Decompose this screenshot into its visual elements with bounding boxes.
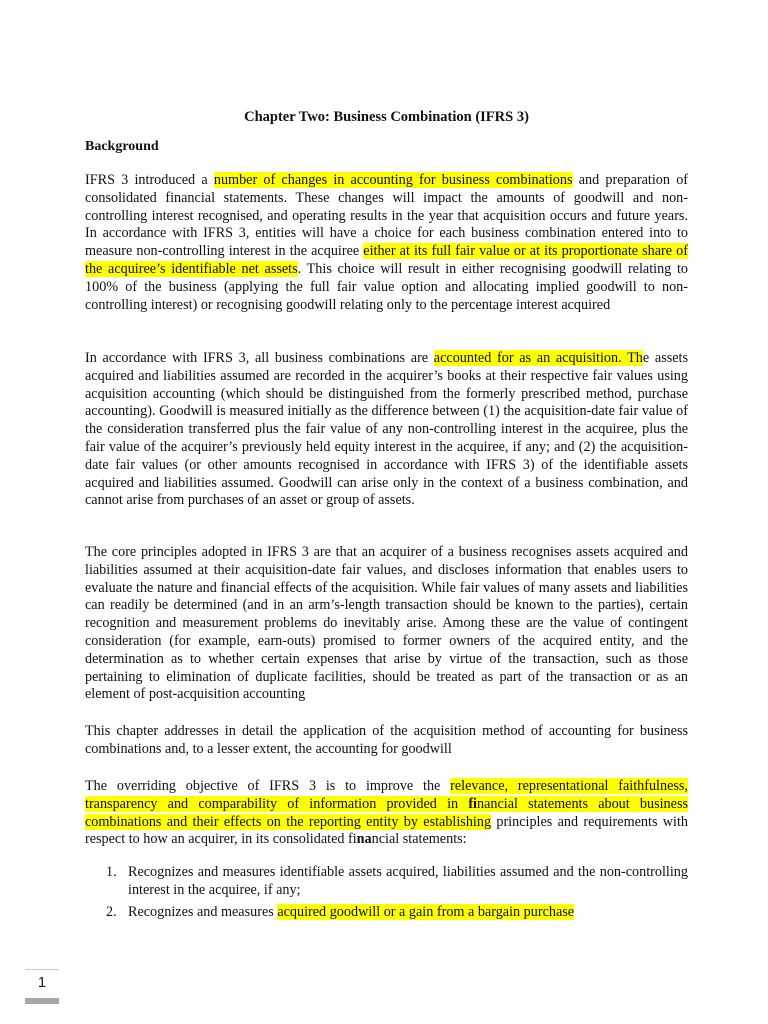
paragraph-2 [85, 350, 688, 510]
page-number-rule [25, 969, 59, 970]
text-span: relevance, representational faithfulness, transparency and comparability of information provided in [85, 778, 688, 812]
text-span: ncial statements: [371, 831, 467, 848]
paragraph-3: The core principles adopted in IFRS 3 are that an acquirer of a business recognises assets acquired and liabilities assumed at their acquisition-date fair values, and discloses information that enables users to evaluate the nature and financial effects of the acquisition. While fair values of many assets and liabilities can readily be determined (and in an arm’s-length transaction should be known to the parties), certain recognition and measurement problems do inevitably arise. Among these are the value of contingent consideration (for example, earn-outs) promised to former owners of the acquired entity, and the determination as to whether certain expenses that arise by virtue of the transaction, such as those pertaining to elimination of duplicate facilities, should be treated as part of the transaction or as an element of post-acquisition accounting [85, 544, 688, 703]
page-number: 1 [37, 974, 47, 991]
chapter-title: Chapter Two: Business Combination (IFRS 3) [244, 109, 529, 125]
text-span: . This choice will result in either recognising goodwill relating to 100% of the business (applying the full fair value option and allocating implied goodwill to non-controlling interest) or recognising goodwill relating only to the percentage interest acquired [85, 260, 688, 313]
paragraph-4: This chapter addresses in detail the application of the acquisition method of accounting for business combinations and, to a lesser extent, the accounting for goodwill [85, 723, 688, 757]
text-span: nancial statements about business combinations and their effects on the reporting entity by establishing [85, 795, 688, 830]
text-span: e assets acquired and liabilities assumed are recorded in the acquirer’s books at their respective fair values using acquisition accounting (which should be distinguished from the formerly prescribed method, purchase accounting). Goodwill is measured initially as the difference between (1) the acquisition-date fair value of the consideration transferred plus the fair value of any non-controlling interest in the acquiree, plus the fair value of the acquirer’s previously held equity interest in the acquiree, if any; and (2) the acquisition-date fair values (or other amounts recognised in accordance with IFRS 3) of the identifiable assets acquired and liabilities assumed. Goodwill can arise only in the context of a business combination, and cannot arise from purchases of an asset or group of assets. [85, 350, 688, 509]
paragraph-5 [85, 778, 688, 849]
numbered-list [85, 864, 688, 925]
list-number: 2. [106, 903, 117, 920]
bold-text: na [356, 831, 372, 848]
list-text: Recognizes and measures [128, 903, 278, 920]
highlighted-text: either at its full fair value or at its proportionate share of the acquiree’s identifiable net assets [85, 243, 688, 277]
section-heading: Background [85, 139, 159, 154]
page-number-bar [25, 998, 59, 1004]
text-span: The overriding objective of IFRS 3 is to improve the [85, 778, 451, 794]
highlighted-text: accounted for as an acquisition. Th [433, 350, 643, 366]
highlighted-text: acquired goodwill or a gain from a bargain purchase [277, 903, 575, 920]
text-span: principles and requirements with respect to how an acquirer, in its consolidated fi [85, 813, 688, 848]
bold-text: fi [468, 795, 477, 812]
list-item [106, 903, 688, 922]
paragraph-1 [85, 172, 688, 314]
text-span: IFRS 3 introduced a [85, 172, 214, 188]
list-text: Recognizes and measures identifiable assets acquired, liabilities assumed and the non-controlling interest in the acquiree, if any; [128, 864, 688, 898]
highlighted-text: number of changes in accounting for business combinations [213, 172, 573, 188]
text-span: and preparation of consolidated financial statements. These changes will impact the amounts of goodwill and non-controlling interest recognised, and operating results in the year that acquisition occurs and future years. In accordance with IFRS 3, entities will have a choice for each business combination entered into to measure non-controlling interest in the acquiree [85, 172, 689, 260]
list-item [106, 864, 688, 900]
list-number: 1. [106, 864, 117, 880]
text-span: In accordance with IFRS 3, all business combinations are [85, 350, 434, 366]
